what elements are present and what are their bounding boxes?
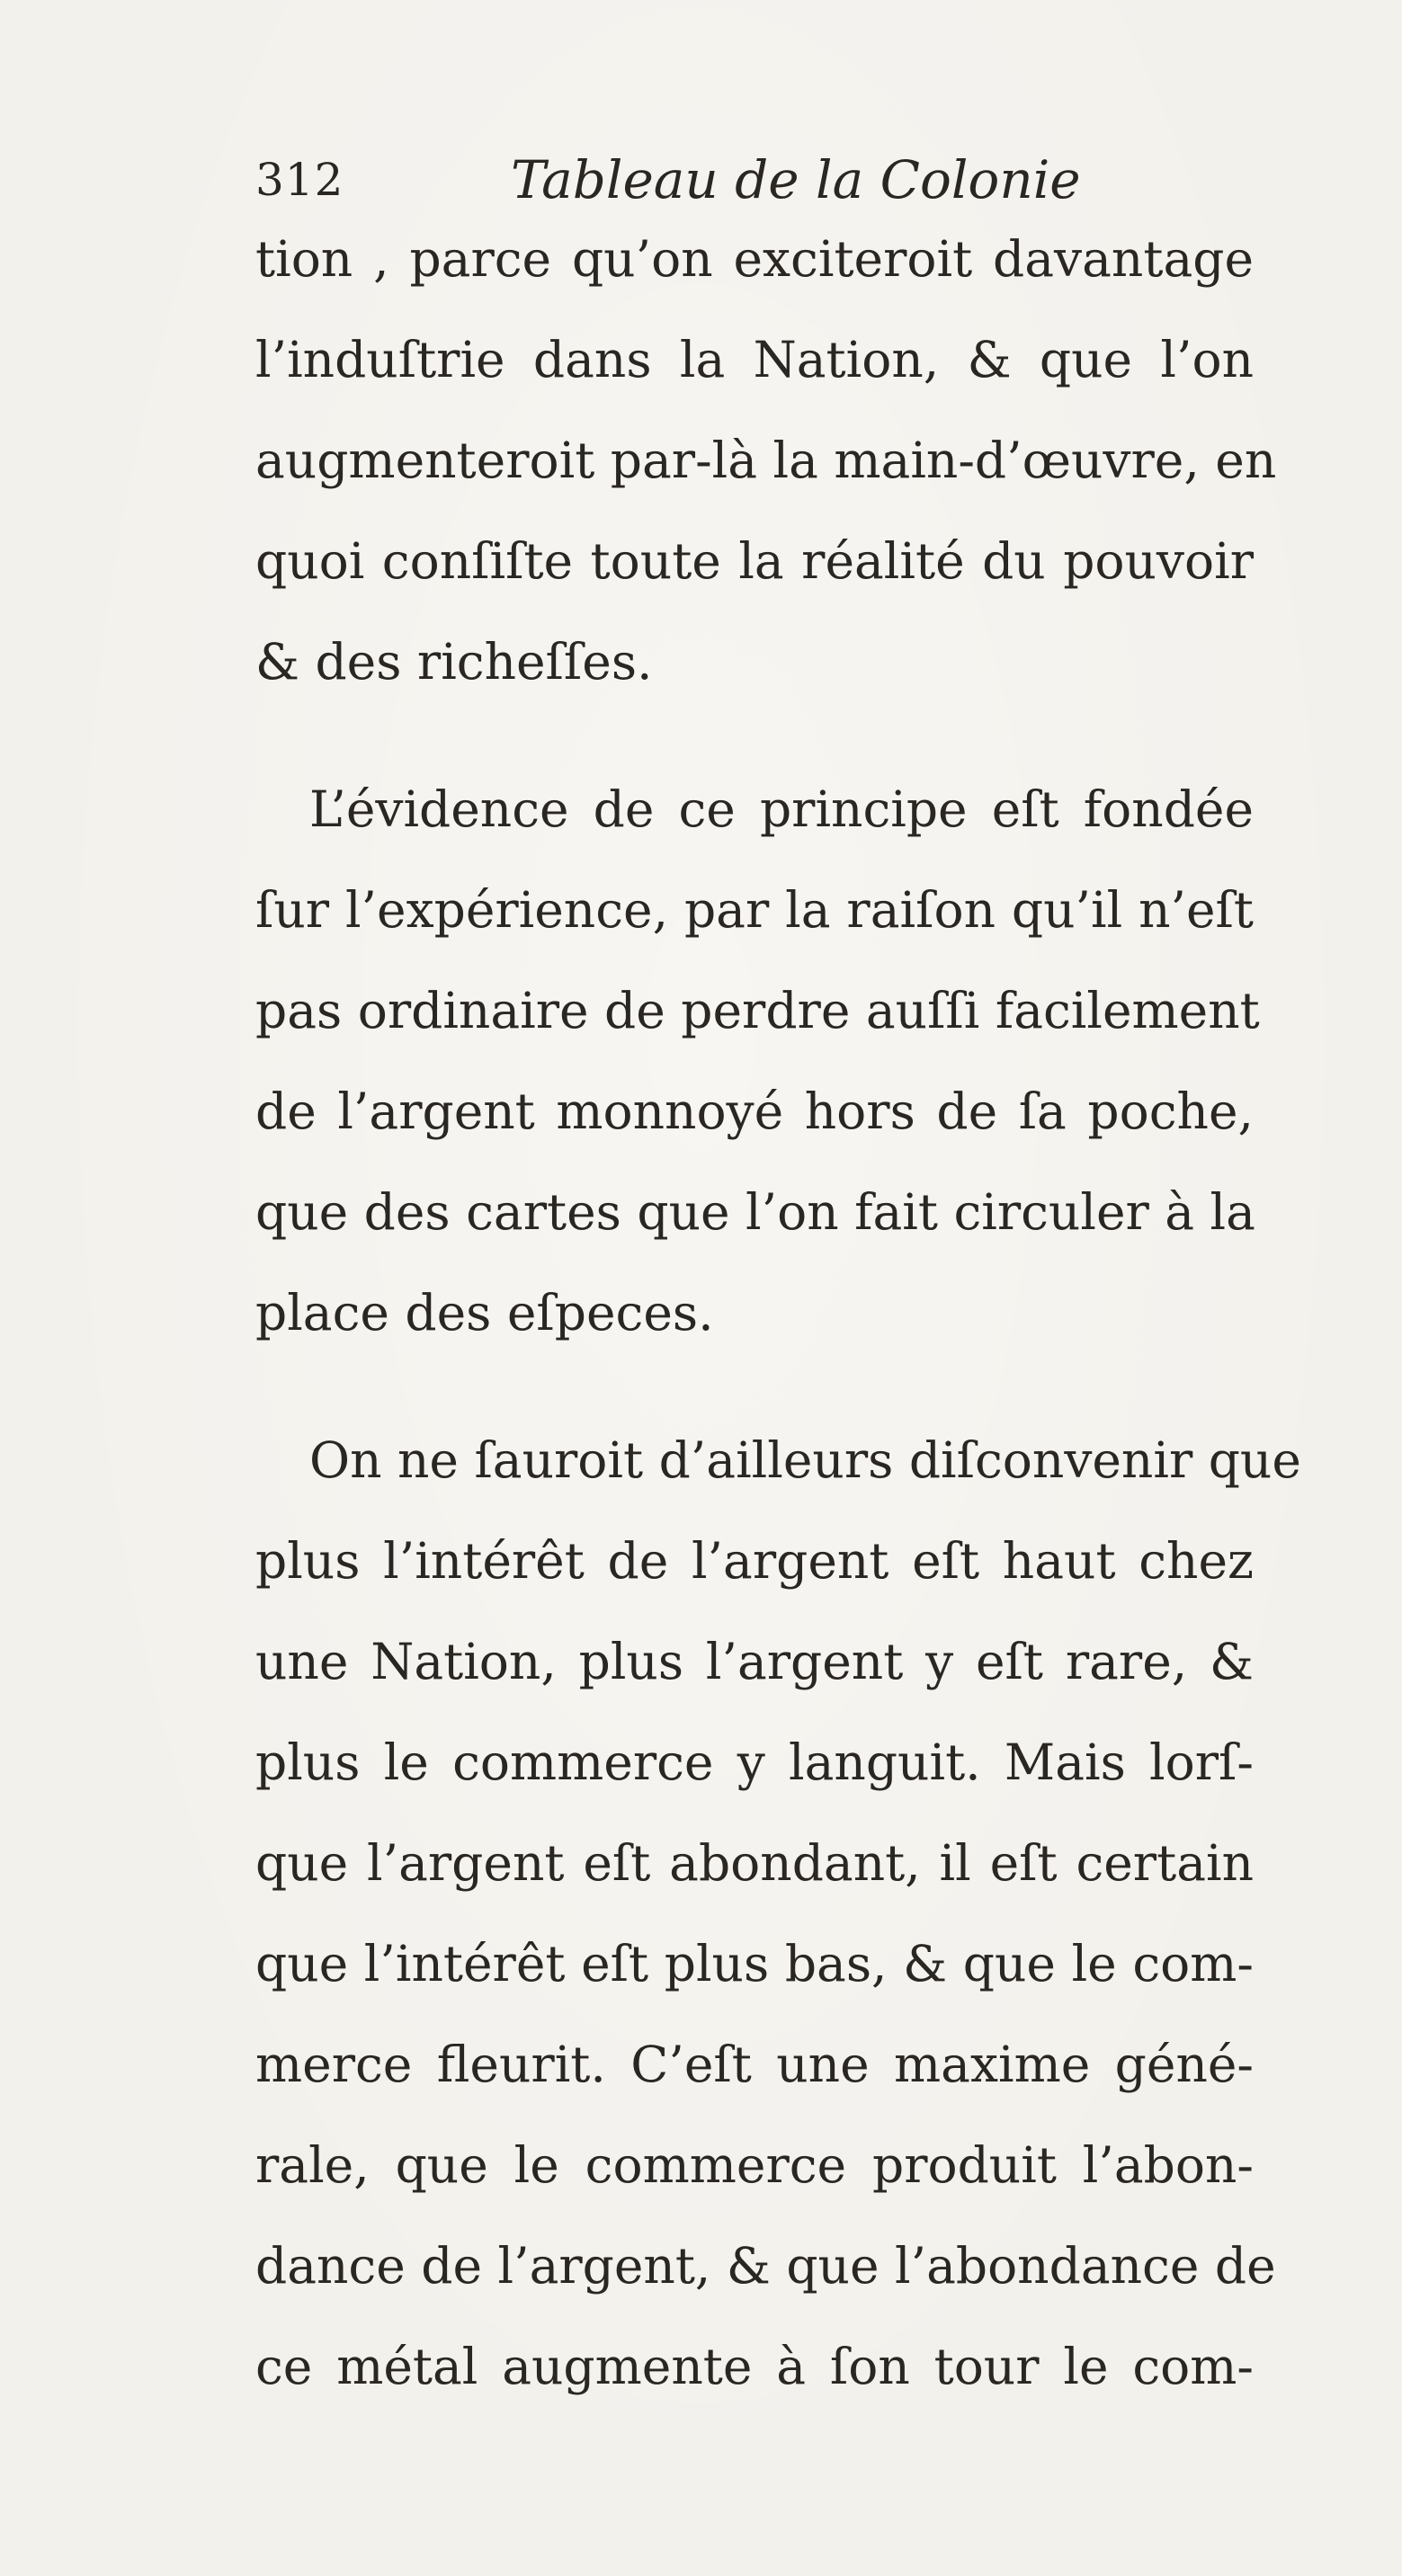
text-line: plus le commerce y languit. Mais lorſ- <box>255 1734 1254 1791</box>
text-line: augmenteroit par-là la main-d’œuvre, en <box>255 432 1277 489</box>
text-line: merce fleurit. C’eſt une maxime géné- <box>255 2036 1254 2093</box>
text-line: quoi conſiſte toute la réalité du pouvoir <box>255 532 1254 590</box>
text-line: ſur l’expérience, par la raiſon qu’il n’eſt <box>255 881 1254 939</box>
page-number: 312 <box>255 154 344 206</box>
paragraph-3 <box>255 1410 1301 2417</box>
text-line: que l’intérêt eſt plus bas, & que le com- <box>255 1935 1254 1992</box>
paragraph-1 <box>255 209 1277 712</box>
text-line: que des cartes que l’on fait circuler à la <box>255 1183 1255 1241</box>
text-line: L’évidence de ce principe eſt fondée <box>309 780 1254 838</box>
text-line: rale, que le commerce produit l’abon- <box>255 2136 1254 2194</box>
text-line: une Nation, plus l’argent y eſt rare, & <box>255 1633 1254 1690</box>
body-text <box>255 209 1301 2417</box>
text-line: dance de l’argent, & que l’abondance de <box>255 2237 1276 2295</box>
text-line: ce métal augmente à ſon tour le com- <box>255 2338 1254 2395</box>
running-head <box>255 144 1245 216</box>
running-title: Tableau de la Colonie <box>511 149 1081 210</box>
text-line: & des richeſſes. <box>255 633 653 691</box>
text-line: pas ordinaire de perdre auſſi facilement <box>255 982 1260 1039</box>
text-line: plus l’intérêt de l’argent eſt haut chez <box>255 1532 1254 1590</box>
paragraph-2 <box>255 759 1260 1363</box>
paragraph-spacer <box>255 712 1254 759</box>
text-line: place des eſpeces. <box>255 1284 714 1341</box>
text-line: de l’argent monnoyé hors de ſa poche, <box>255 1083 1254 1140</box>
text-line: tion , parce qu’on exciteroit davantage <box>255 230 1254 288</box>
text-line: l’induſtrie dans la Nation, & que l’on <box>255 331 1254 388</box>
text-line: On ne ſauroit d’ailleurs diſconvenir que <box>309 1431 1301 1489</box>
text-line: que l’argent eſt abondant, il eſt certain <box>255 1834 1254 1892</box>
paragraph-spacer <box>255 1363 1254 1410</box>
